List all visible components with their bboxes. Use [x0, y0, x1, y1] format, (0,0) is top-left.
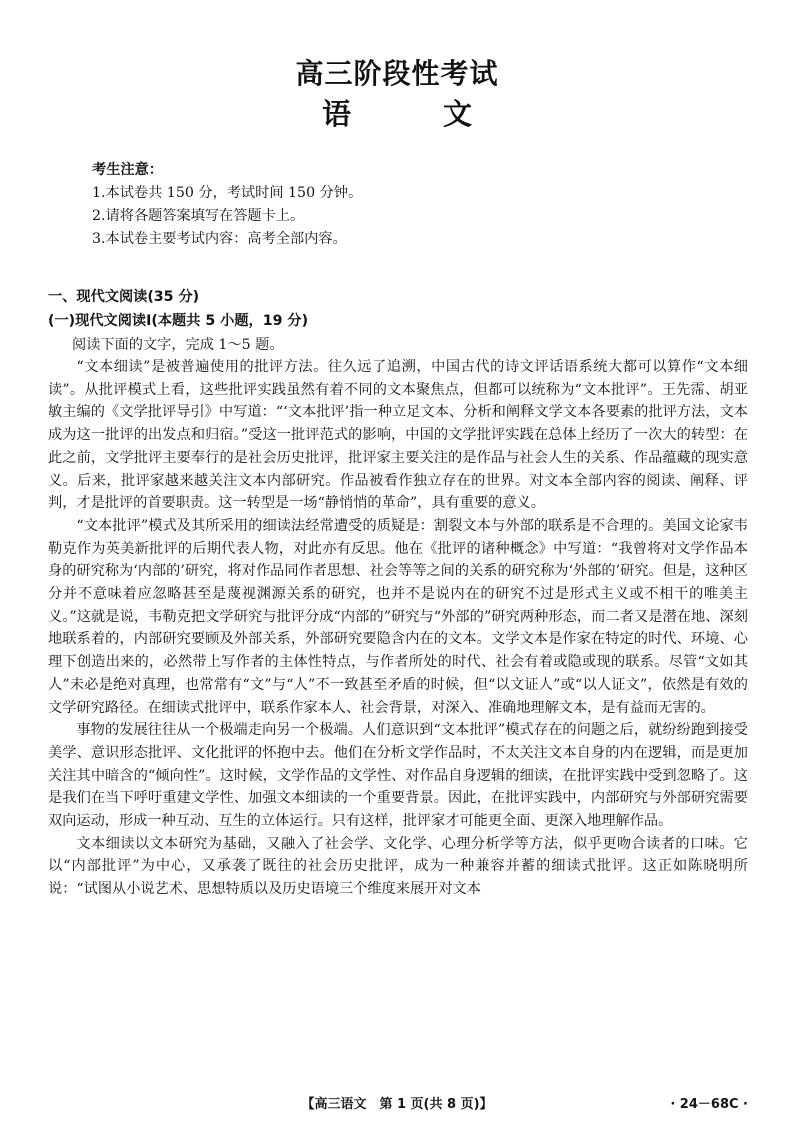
reading-instruction: 阅读下面的文字，完成 1～5 题。 — [72, 337, 284, 353]
subject-char-2: 文 — [443, 97, 473, 131]
reading-passage — [48, 356, 748, 901]
subject-title — [0, 92, 794, 133]
notice-heading: 考生注意： — [92, 162, 163, 178]
passage-paragraph: 文本细读以文本研究为基础，又融入了社会学、文化学、心理分析学等方法，似乎更吻合读者的口味。它以“内部批评”为中心，又承袭了既往的社会历史批评，成为一种兼容并蓄的细读式批评。这正如陈晓明所说：“试图从小说艺术、思想特质以及历史语境三个维度来展开对文本 — [48, 835, 748, 898]
subject-char-1: 语 — [321, 97, 351, 131]
candidate-notice — [92, 159, 362, 251]
section-title: 一、现代文阅读(35 分) — [48, 289, 200, 305]
page-footer-label: 【高三语文 第 1 页(共 8 页)】 — [301, 1097, 493, 1112]
notice-item: 1.本试卷共 150 分，考试时间 150 分钟。 — [92, 185, 363, 201]
passage-paragraph: “文本批评”模式及其所采用的细读法经常遭受的质疑是：割裂文本与外部的联系是不合理的。美国文论家韦勒克作为英美新批评的后期代表人物，对此亦有反思。他在《批评的诸种概念》中写道：“我曾将对文学作品本身的研究称为‘内部的’研究，将对作品同作者思想、社会等等之间的关系的研究称为‘外部的’研究。但是，这种区分并不意味着应忽略甚至是蔑视渊源关系的研究，也并不是说内在的研究不过是形式主义或不相干的唯美主义。”这就是说，韦勒克把文学研究与批评分成“内部的”研究与“外部的”研究两种形态，而二者又是潜在地、深刻地联系着的，内部研究要顾及外部关系，外部研究要隐含内在的文本。文学文本是作家在特定的时代、环境、心理下创造出来的，必然带上写作者的主体性特点，与作者所处的时代、社会有着或隐或现的联系。尽管“文如其人”未必是绝对真理，也常常有“文”与“人”不一致甚至矛盾的时候，但“以文证人”或“以人证文”，依然是有效的文学研究路径。在细读式批评中，联系作家本人、社会背景，对深入、准确地理解文本，是有益而无害的。 — [48, 517, 748, 716]
subsection-title: (一)现代文阅读Ⅰ(本题共 5 小题，19 分) — [48, 313, 309, 329]
passage-paragraph: 事物的发展往往从一个极端走向另一个极端。人们意识到“文本批评”模式存在的问题之后，就纷纷跑到接受美学、意识形态批评、文化批评的怀抱中去。他们在分析文学作品时，不太关注文本自身的内在逻辑，而是更加关注其中暗含的“倾向性”。这时候，文学作品的文学性、对作品自身逻辑的细读，在批评实践中受到忽略了。这是我们在当下呼吁重建文学性、加强文本细读的一个重要背景。因此，在批评实践中，内部研究与外部研究需要双向运动，形成一种互动、互生的立体运行。只有这样，批评家才可能更全面、更深入地理解作品。 — [48, 722, 748, 830]
notice-item: 3.本试卷主要考试内容：高考全部内容。 — [92, 231, 347, 247]
passage-paragraph: “文本细读”是被普遍使用的批评方法。往久远了追溯，中国古代的诗文评话语系统大都可以算作“文本细读”。从批评模式上看，这些批评实践虽然有着不同的文本聚焦点，但都可以统称为“文本批评”。王先霈、胡亚敏主编的《文学批评导引》中写道：“‘文本批评’指一种立足文本、分析和阐释文学文本各要素的批评方法，文本成为这一批评的出发点和归宿。”受这一批评范式的影响，中国的文学批评实践在总体上经历了一次大的转型：在此之前，文学批评主要奉行的是社会历史批评，批评家主要关注的是作品与社会人生的关系、作品蕴藏的现实意义。后来，批评家越来越关注文本内部研究。作品被看作独立存在的世界。对文本全部内容的阅读、阐释、评判，才是批评的首要职责。这一转型是一场“静悄悄的革命”，具有重要的意义。 — [48, 359, 748, 512]
exam-title: 高三阶段性考试 — [295, 57, 499, 90]
notice-item: 2.请将各题答案填写在答题卡上。 — [92, 208, 305, 224]
paper-code: · 24－68C · — [670, 1097, 748, 1112]
